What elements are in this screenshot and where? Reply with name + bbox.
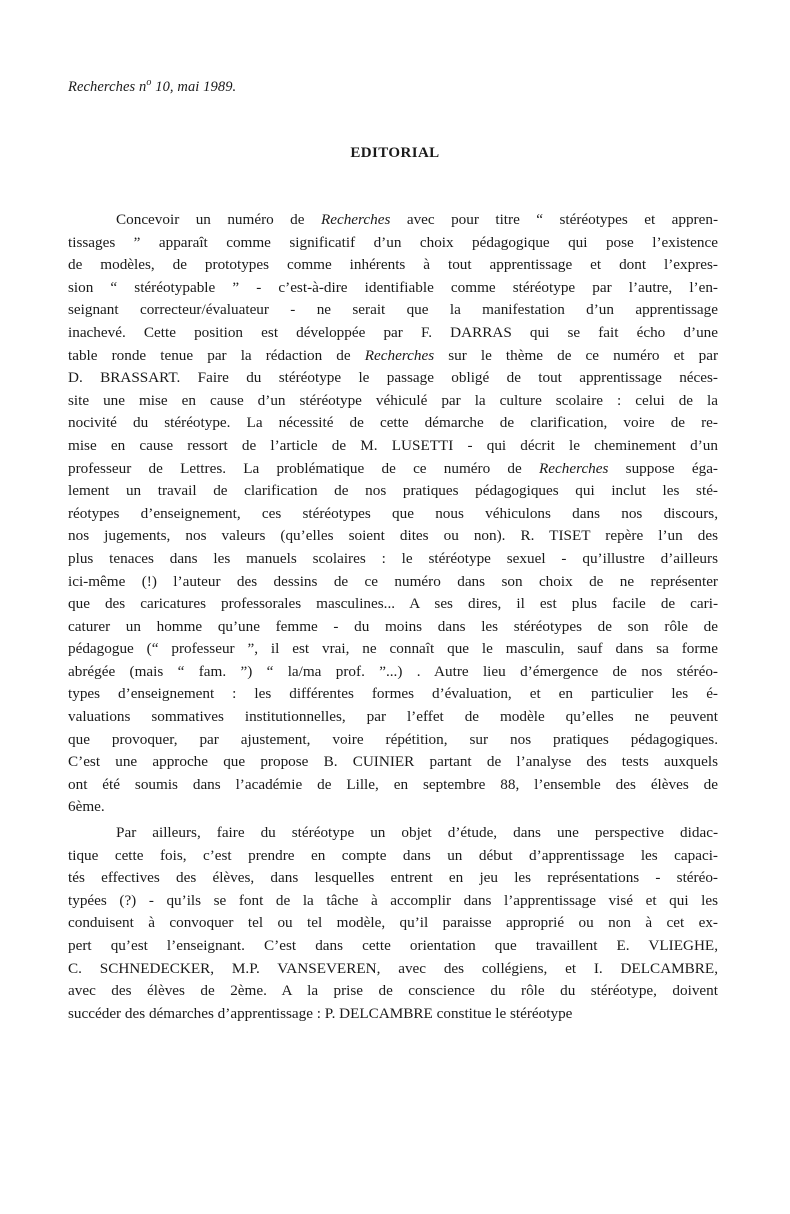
paragraph-2-line: avec des élèves de 2ème. A la prise de conscience du rôle du stéréotype, doivent	[68, 982, 718, 1000]
paragraph-2-line: Par ailleurs, faire du stéréotype un objet d’étude, dans une perspective didac-	[116, 824, 718, 841]
paragraph-2-line: tés effectives des élèves, dans lesquelles entrent en jeu les représentations - stéréo-	[68, 869, 718, 887]
paragraph-1-line: table ronde tenue par la rédaction de Recherches sur le thème de ce numéro et par	[68, 346, 718, 364]
paragraph-1-line: réotypes d’enseignement, ces stéréotypes que nous véhiculons dans nos discours,	[68, 504, 718, 522]
paragraph-1-line: site une mise en cause d’un stéréotype véhiculé par la culture scolaire : celui de la	[68, 391, 718, 409]
paragraph-1-line: pédagogue (“ professeur ”, il est vrai, ne connaît que le masculin, sauf dans sa forme	[68, 640, 718, 658]
journal-header	[68, 77, 236, 96]
paragraph-2-line: succéder des démarches d’apprentissage : P. DELCAMBRE constitue le stéréotype	[68, 1004, 573, 1022]
paragraph-1-line: ici-même (!) l’auteur des dessins de ce numéro dans son choix de ne représenter	[68, 572, 718, 590]
paragraph-1-line: lement un travail de clarification de nos pratiques pédagogiques qui inclut les sté-	[68, 482, 718, 500]
page-title: EDITORIAL	[350, 145, 440, 161]
paragraph-1-line: C’est une approche que propose B. CUINIER partant de l’analyse des tests auxquels	[68, 753, 718, 771]
paragraph-2-line: conduisent à convoquer tel ou tel modèle, qu’il paraisse approprié ou non à cet ex-	[68, 914, 718, 932]
journal-title-inline: Recherches	[320, 211, 391, 228]
paragraph-1-line: valuations sommatives institutionnelles, par l’effet de modèle qu’elles ne peuvent	[68, 708, 718, 726]
issue-prefix: n	[139, 78, 147, 95]
paragraph-1-line: nos jugements, nos valeurs (qu’elles soient dites ou non). R. TISET repère l’un des	[68, 527, 718, 545]
paragraph-2-line: C. SCHNEDECKER, M.P. VANSEVEREN, avec des collégiens, et I. DELCAMBRE,	[68, 959, 718, 977]
paragraph-1-line: mise en cause ressort de l’article de M. LUSETTI - qui décrit le cheminement d’un	[68, 436, 718, 454]
paragraph-1-line: types d’enseignement : les différentes formes d’évaluation, et en particulier les é-	[68, 685, 718, 703]
journal-name: Recherches	[68, 78, 136, 95]
paragraph-2-line: pert qu’est l’enseignant. C’est dans cette orientation que travaillent E. VLIEGHE,	[68, 936, 718, 954]
paragraph-1-line: seignant correcteur/évaluateur - ne serait que la manifestation d’un apprentissage	[68, 301, 718, 319]
paragraph-1-line: abrégée (mais “ fam. ”) “ la/ma prof. ”...) . Autre lieu d’émergence de nos stéréo-	[68, 662, 718, 680]
journal-title-inline: Recherches	[364, 346, 435, 364]
paragraph-1-line: que provoquer, par ajustement, voire répétition, sur nos pratiques pédagogiques.	[68, 730, 718, 748]
paragraph-1-line: tissages ” apparaît comme significatif d’un choix pédagogique qui pose l’existence	[68, 233, 718, 251]
paragraph-1	[68, 209, 718, 819]
paragraph-1-line: inachevé. Cette position est développée par F. DARRAS qui se fait écho d’une	[68, 323, 718, 341]
paragraph-1-line: nocivité du stéréotype. La nécessité de cette démarche de clarification, voire de re-	[68, 414, 718, 432]
paragraph-1-line: caturer un homme qu’une femme - du moins dans les stéréotypes de son rôle de	[68, 617, 718, 635]
paragraph-1-line: D. BRASSART. Faire du stéréotype le passage obligé de tout apprentissage néces-	[68, 369, 718, 387]
issue-details: 10, mai 1989.	[151, 78, 237, 95]
paragraph-1-line: 6ème.	[68, 798, 105, 816]
paragraph-1-line: plus tenaces dans les manuels scolaires : le stéréotype sexuel - qu’illustre d’ailleurs	[68, 549, 718, 567]
paragraph-1-line: que des caricatures professorales masculines... A ses dires, il est plus facile de cari-	[68, 595, 718, 613]
paragraph-2-line: tique cette fois, c’est prendre en compte dans un début d’apprentissage les capaci-	[68, 846, 718, 864]
paragraph-1-line: de modèles, de prototypes comme inhérents à tout apprentissage et dont l’expres-	[68, 256, 718, 274]
issue-superscript: o	[146, 77, 152, 88]
paragraph-1-line: sion “ stéréotypable ” - c’est-à-dire identifiable comme stéréotype par l’autre, l’en-	[68, 278, 718, 296]
paragraph-2-line: typées (?) - qu’ils se font de la tâche à accomplir dans l’apprentissage visé et qui les	[68, 891, 718, 909]
paragraph-1-line: ont été soumis dans l’académie de Lille, en septembre 88, l’ensemble des élèves de	[68, 775, 718, 793]
journal-title-inline: Recherches	[539, 459, 609, 477]
paragraph-2	[68, 822, 718, 1025]
paragraph-1-line: Concevoir un numéro de Recherches avec pour titre “ stéréotypes et appren-	[116, 211, 718, 228]
paragraph-1-line: professeur de Lettres. La problématique de ce numéro de Recherches suppose éga-	[68, 459, 718, 477]
